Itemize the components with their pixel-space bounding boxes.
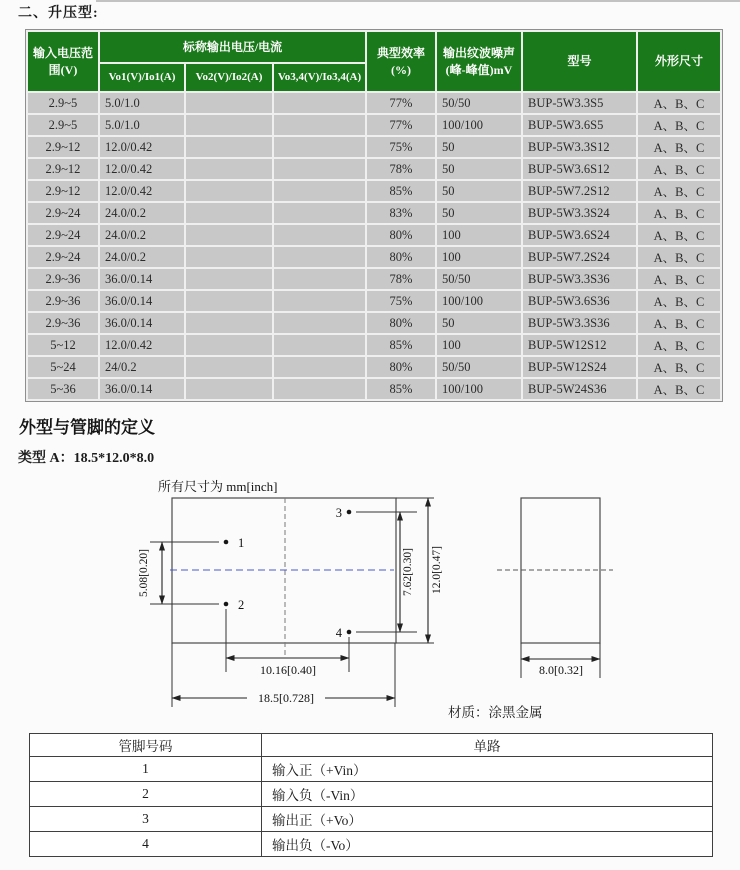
cell-model: BUP-5W3.6S24 — [523, 225, 636, 245]
spec-header-row-1 — [28, 32, 720, 62]
spec-table-row — [28, 159, 720, 179]
cell-input-range: 5~36 — [28, 379, 98, 399]
cell-outline: A、B、C — [638, 269, 720, 289]
cell-efficiency: 78% — [367, 159, 435, 179]
cell-ripple: 100/100 — [437, 291, 521, 311]
cell-vo1: 12.0/0.42 — [100, 181, 184, 201]
dim-label-body-width: 18.5[0.728] — [258, 691, 314, 705]
cell-ripple: 50 — [437, 313, 521, 333]
cell-outline: A、B、C — [638, 181, 720, 201]
cell-vo34 — [274, 379, 365, 399]
cell-vo1: 24/0.2 — [100, 357, 184, 377]
col-header-outline: 外形尺寸 — [638, 32, 720, 91]
cell-model: BUP-5W3.3S24 — [523, 203, 636, 223]
cell-input-range: 2.9~12 — [28, 137, 98, 157]
cell-pin-number: 1 — [30, 757, 262, 782]
cell-vo34 — [274, 225, 365, 245]
pin-2-label: 2 — [238, 598, 245, 612]
dim-label-left-pitch: 5.08[0.20] — [138, 549, 150, 597]
package-outline-drawing — [0, 478, 740, 728]
col-header-single-output: 单路 — [262, 734, 713, 757]
cell-vo2 — [186, 181, 272, 201]
cell-model: BUP-5W24S36 — [523, 379, 636, 399]
cell-vo34 — [274, 137, 365, 157]
cell-vo34 — [274, 93, 365, 113]
col-header-vo2: Vo2(V)/Io2(A) — [186, 64, 272, 91]
cell-efficiency: 80% — [367, 313, 435, 333]
cell-model: BUP-5W12S24 — [523, 357, 636, 377]
cell-ripple: 100 — [437, 335, 521, 355]
cell-vo2 — [186, 203, 272, 223]
pin-2-dot — [224, 602, 229, 607]
cell-efficiency: 80% — [367, 225, 435, 245]
pin-table-row — [30, 757, 713, 782]
cell-vo1: 5.0/1.0 — [100, 115, 184, 135]
cell-outline: A、B、C — [638, 313, 720, 333]
col-header-pin-number: 管脚号码 — [30, 734, 262, 757]
cell-vo34 — [274, 203, 365, 223]
pin-table-header-row — [30, 734, 713, 757]
pin-3-dot — [347, 510, 352, 515]
cell-input-range: 5~24 — [28, 357, 98, 377]
cell-vo34 — [274, 357, 365, 377]
cell-vo2 — [186, 357, 272, 377]
cell-input-range: 2.9~24 — [28, 225, 98, 245]
cell-input-range: 2.9~24 — [28, 203, 98, 223]
cell-input-range: 2.9~36 — [28, 269, 98, 289]
cell-ripple: 50 — [437, 203, 521, 223]
cell-input-range: 2.9~5 — [28, 93, 98, 113]
dim-label-body-height: 12.0[0.47] — [431, 546, 443, 594]
cell-input-range: 2.9~36 — [28, 313, 98, 333]
spec-table-row — [28, 291, 720, 311]
pin-table-row — [30, 782, 713, 807]
cell-vo1: 36.0/0.14 — [100, 269, 184, 289]
cell-ripple: 50 — [437, 137, 521, 157]
pin-3-label: 3 — [335, 506, 342, 520]
cell-outline: A、B、C — [638, 93, 720, 113]
cell-outline: A、B、C — [638, 291, 720, 311]
outline-section-heading: 外型与管脚的定义 — [19, 418, 155, 437]
cell-outline: A、B、C — [638, 137, 720, 157]
cell-pin-function: 输入正（+Vin） — [262, 757, 713, 782]
cell-efficiency: 83% — [367, 203, 435, 223]
cell-outline: A、B、C — [638, 115, 720, 135]
cell-vo1: 24.0/0.2 — [100, 247, 184, 267]
cell-vo34 — [274, 291, 365, 311]
type-a-dimensions: 类型 A：18.5*12.0*8.0 — [18, 451, 155, 466]
cell-input-range: 2.9~24 — [28, 247, 98, 267]
cell-outline: A、B、C — [638, 159, 720, 179]
cell-vo34 — [274, 181, 365, 201]
cell-vo1: 12.0/0.42 — [100, 137, 184, 157]
cell-efficiency: 80% — [367, 247, 435, 267]
cell-model: BUP-5W3.3S36 — [523, 313, 636, 333]
cell-input-range: 2.9~12 — [28, 181, 98, 201]
cell-vo1: 12.0/0.42 — [100, 335, 184, 355]
spec-table-row — [28, 93, 720, 113]
cell-input-range: 2.9~5 — [28, 115, 98, 135]
cell-ripple: 100 — [437, 225, 521, 245]
cell-vo2 — [186, 225, 272, 245]
boost-spec-table — [25, 29, 723, 402]
col-header-input-range: 输入电压范围(V) — [28, 32, 98, 91]
cell-model: BUP-5W3.6S36 — [523, 291, 636, 311]
cell-efficiency: 77% — [367, 93, 435, 113]
cell-ripple: 100/100 — [437, 379, 521, 399]
cell-outline: A、B、C — [638, 247, 720, 267]
pin-4-dot — [347, 630, 352, 635]
cell-vo34 — [274, 335, 365, 355]
spec-table-row — [28, 357, 720, 377]
cell-vo1: 36.0/0.14 — [100, 379, 184, 399]
cell-model: BUP-5W3.3S12 — [523, 137, 636, 157]
cell-pin-number: 3 — [30, 807, 262, 832]
col-header-model: 型号 — [523, 32, 636, 91]
dim-label-right-pitch: 7.62[0.30] — [402, 548, 414, 596]
spec-table-row — [28, 115, 720, 135]
cell-efficiency: 85% — [367, 335, 435, 355]
cell-vo2 — [186, 313, 272, 333]
cell-efficiency: 78% — [367, 269, 435, 289]
cell-outline: A、B、C — [638, 357, 720, 377]
cell-vo1: 12.0/0.42 — [100, 159, 184, 179]
cell-model: BUP-5W3.6S12 — [523, 159, 636, 179]
cell-efficiency: 75% — [367, 291, 435, 311]
cell-vo2 — [186, 159, 272, 179]
cell-pin-function: 输入负（-Vin） — [262, 782, 713, 807]
cell-outline: A、B、C — [638, 225, 720, 245]
cell-model: BUP-5W12S12 — [523, 335, 636, 355]
cell-vo1: 36.0/0.14 — [100, 313, 184, 333]
dim-label-body-depth: 8.0[0.32] — [539, 663, 583, 677]
cell-pin-function: 输出正（+Vo） — [262, 807, 713, 832]
cell-vo34 — [274, 313, 365, 333]
cell-model: BUP-5W7.2S12 — [523, 181, 636, 201]
cell-outline: A、B、C — [638, 335, 720, 355]
pin-4-label: 4 — [335, 626, 342, 640]
col-header-efficiency: 典型效率(%) — [367, 32, 435, 91]
spec-table-row — [28, 379, 720, 399]
cell-efficiency: 75% — [367, 137, 435, 157]
spec-table-row — [28, 313, 720, 333]
cell-vo34 — [274, 159, 365, 179]
col-header-vo1: Vo1(V)/Io1(A) — [100, 64, 184, 91]
cell-model: BUP-5W3.3S36 — [523, 269, 636, 289]
pin-table-row — [30, 832, 713, 857]
material-note: 材质：涂黑金属 — [448, 705, 543, 720]
dimension-note: 所有尺寸为 mm[inch] — [158, 479, 278, 494]
pin-definition-table — [29, 733, 713, 857]
cell-model: BUP-5W3.6S5 — [523, 115, 636, 135]
cell-vo2 — [186, 93, 272, 113]
spec-table-row — [28, 181, 720, 201]
section-title: 二、升压型: — [18, 6, 99, 21]
cell-vo2 — [186, 335, 272, 355]
cell-vo2 — [186, 379, 272, 399]
cell-vo2 — [186, 115, 272, 135]
cell-ripple: 50/50 — [437, 269, 521, 289]
col-header-vo34: Vo3,4(V)/Io3,4(A) — [274, 64, 365, 91]
spec-table-row — [28, 225, 720, 245]
col-header-ripple: 输出纹波噪声(峰-峰值)mV — [437, 32, 521, 91]
dim-label-bottom-span: 10.16[0.40] — [260, 663, 316, 677]
cell-vo1: 24.0/0.2 — [100, 225, 184, 245]
cell-vo1: 36.0/0.14 — [100, 291, 184, 311]
cell-ripple: 50 — [437, 181, 521, 201]
cell-outline: A、B、C — [638, 379, 720, 399]
cell-efficiency: 77% — [367, 115, 435, 135]
cell-efficiency: 85% — [367, 181, 435, 201]
pin-1-label: 1 — [238, 536, 245, 550]
cell-model: BUP-5W3.3S5 — [523, 93, 636, 113]
cell-vo2 — [186, 137, 272, 157]
cell-vo34 — [274, 115, 365, 135]
cell-ripple: 50/50 — [437, 357, 521, 377]
cell-ripple: 100 — [437, 247, 521, 267]
cell-pin-number: 2 — [30, 782, 262, 807]
col-header-nominal-output: 标称输出电压/电流 — [100, 32, 365, 62]
cell-pin-number: 4 — [30, 832, 262, 857]
cell-outline: A、B、C — [638, 203, 720, 223]
cell-vo1: 5.0/1.0 — [100, 93, 184, 113]
cell-vo2 — [186, 291, 272, 311]
cell-input-range: 5~12 — [28, 335, 98, 355]
cell-ripple: 50/50 — [437, 93, 521, 113]
cell-efficiency: 85% — [367, 379, 435, 399]
screenshot-edge-artifact — [96, 0, 740, 2]
spec-table-row — [28, 137, 720, 157]
cell-vo1: 24.0/0.2 — [100, 203, 184, 223]
cell-vo2 — [186, 247, 272, 267]
cell-efficiency: 80% — [367, 357, 435, 377]
cell-ripple: 100/100 — [437, 115, 521, 135]
spec-table-row — [28, 247, 720, 267]
cell-vo34 — [274, 247, 365, 267]
pin-table-row — [30, 807, 713, 832]
spec-table-row — [28, 203, 720, 223]
cell-ripple: 50 — [437, 159, 521, 179]
cell-vo34 — [274, 269, 365, 289]
cell-vo2 — [186, 269, 272, 289]
cell-model: BUP-5W7.2S24 — [523, 247, 636, 267]
cell-pin-function: 输出负（-Vo） — [262, 832, 713, 857]
spec-table-row — [28, 335, 720, 355]
pin-1-dot — [224, 540, 229, 545]
spec-table-row — [28, 269, 720, 289]
cell-input-range: 2.9~36 — [28, 291, 98, 311]
cell-input-range: 2.9~12 — [28, 159, 98, 179]
